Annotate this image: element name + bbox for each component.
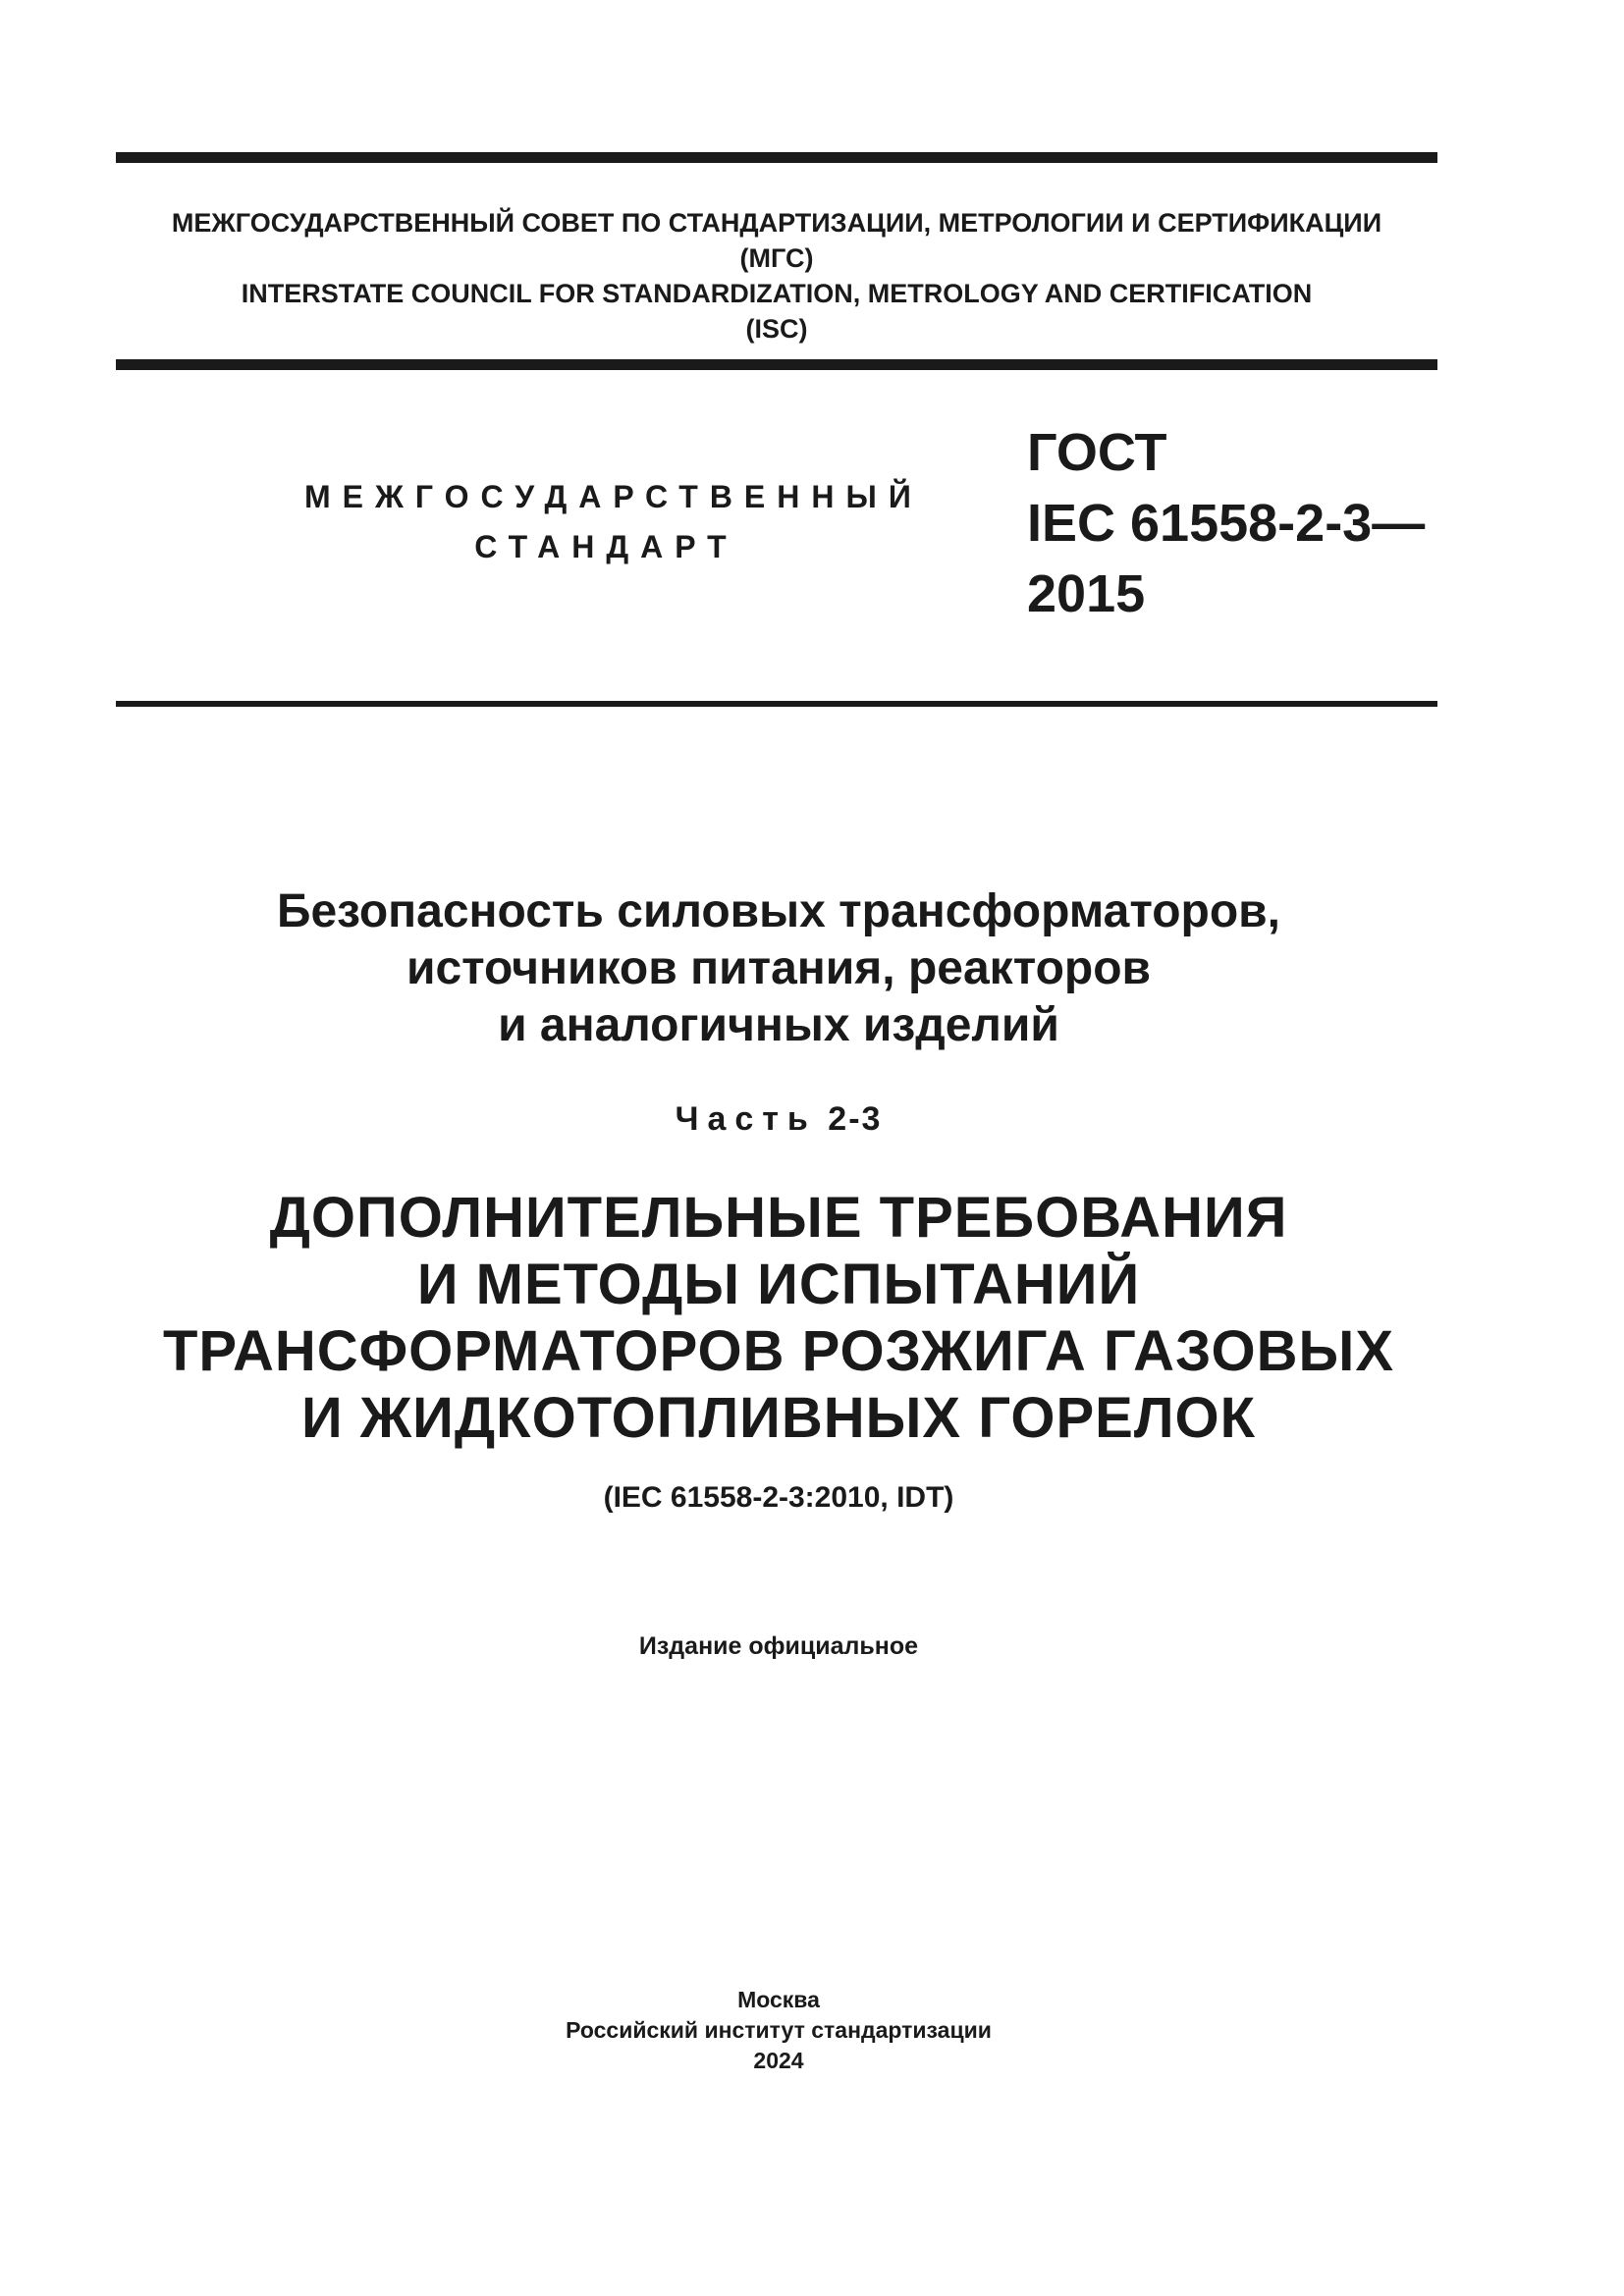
council-header — [0, 205, 1553, 347]
standard-kind-line1: МЕЖГОСУДАРСТВЕННЫЙ — [304, 479, 923, 514]
edition-note: Издание официальное — [638, 1632, 919, 1660]
council-name-ru: МЕЖГОСУДАРСТВЕННЫЙ СОВЕТ ПО СТАНДАРТИЗАЦИИ, МЕТРОЛОГИИ И СЕРТИФИКАЦИИ — [171, 208, 1382, 238]
gost-year: 2015 — [1027, 564, 1146, 623]
imprint-year: 2024 — [753, 2048, 804, 2073]
standard-kind-line2: СТАНДАРТ — [474, 529, 738, 564]
subtitle-line: ТРАНСФОРМАТОРОВ РОЗЖИГА ГАЗОВЫХ — [162, 1319, 1395, 1383]
top-rule — [116, 152, 1437, 163]
header-bottom-rule — [116, 359, 1437, 370]
gost-number: IEC 61558-2-3— — [1027, 494, 1426, 553]
title-line: и аналогичных изделий — [498, 999, 1059, 1051]
subtitle-line: И ЖИДКОТОПЛИВНЫХ ГОРЕЛОК — [300, 1386, 1257, 1450]
council-name-en: INTERSTATE COUNCIL FOR STANDARDIZATION, METROLOGY AND CERTIFICATION — [241, 279, 1313, 308]
part-number: 2-3 — [828, 1100, 883, 1138]
designation-bottom-rule — [116, 701, 1437, 707]
title-line: источников питания, реакторов — [406, 942, 1152, 994]
document-subtitle — [0, 1185, 1557, 1452]
council-abbr-ru: (МГС) — [739, 243, 814, 273]
council-abbr-en: (ISC) — [745, 314, 808, 344]
title-line: Безопасность силовых трансформаторов, — [276, 885, 1281, 937]
gost-label: ГОСТ — [1027, 423, 1167, 482]
subtitle-line: И МЕТОДЫ ИСПЫТАНИЙ — [416, 1253, 1141, 1316]
document-title — [0, 883, 1557, 1054]
subtitle-line: ДОПОЛНИТЕЛЬНЫЕ ТРЕБОВАНИЯ — [269, 1186, 1288, 1250]
part-label — [0, 1099, 1557, 1139]
iec-reference: (IEC 61558-2-3:2010, IDT) — [603, 1481, 954, 1514]
imprint-city: Москва — [737, 1987, 820, 2012]
part-word: Часть — [675, 1100, 817, 1138]
imprint — [0, 1985, 1557, 2076]
imprint-publisher: Российский институт стандартизации — [566, 2017, 992, 2043]
gost-designation — [1027, 417, 1425, 629]
